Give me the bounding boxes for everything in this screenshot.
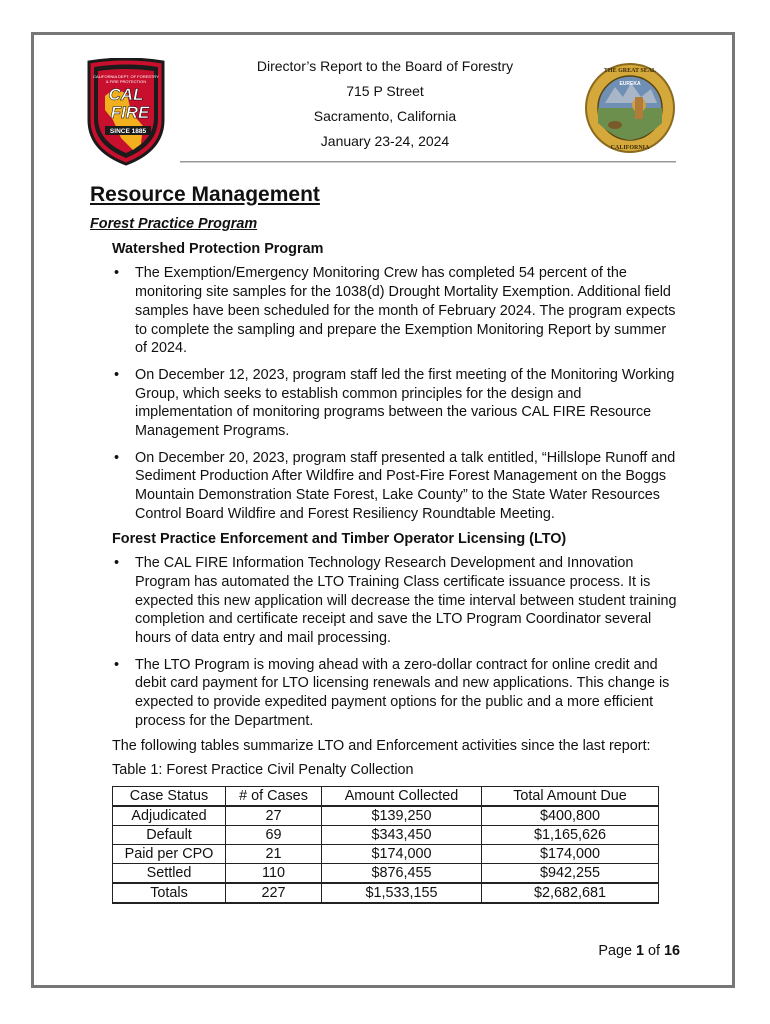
enforcement-heading: Forest Practice Enforcement and Timber Operator Licensing (LTO) [112,530,567,547]
header-divider [180,161,676,163]
table-cell: $876,455 [322,863,482,883]
page-number [560,943,680,959]
california-seal [585,63,675,153]
watershed-heading: Watershed Protection Program [112,240,324,257]
svg-text:CAL: CAL [108,85,144,104]
table-cell: 227 [226,883,322,903]
page-total: 16 [663,943,680,959]
table-cell: $400,800 [482,806,659,826]
svg-text:THE GREAT SEAL: THE GREAT SEAL [603,68,657,74]
list-item: • The CAL FIRE Information Technology Research Development and Innovation Program has automated the LTO Training Class certificate issuance process. It is expected this new application will decrease the time interval between student training completion and certificate receipt and save the LTO Program Coordinator several hours of data entry and mail processing. [135,554,680,648]
table-cell: 110 [226,863,322,883]
svg-text:CALIFORNIA DEPT. OF FORESTRY: CALIFORNIA DEPT. OF FORESTRY [93,74,159,79]
table-row [113,806,659,826]
table-cell: $1,533,155 [322,883,482,903]
header-title: Director’s Report to the Board of Forestry [256,58,514,74]
table-caption: Table 1: Forest Practice Civil Penalty Collection [112,762,414,779]
svg-text:CALIFORNIA: CALIFORNIA [610,145,650,151]
enforcement-list [90,554,680,730]
table-cell: Paid per CPO [113,844,226,863]
report-body [90,182,680,904]
table-cell: Default [113,825,226,844]
page-of: of [643,943,664,959]
report-header [180,54,590,154]
header-city: Sacramento, California [313,108,457,124]
table-cell: 27 [226,806,322,826]
list-item: • On December 20, 2023, program staff presented a talk entitled, “Hillslope Runoff and Sediment Production After Wildfire and Post-Fire Forest Management on the Boggs Mountain Demonstration State Forest, Lake County” to the State Water Resources Control Board Wildfire and Forest Resiliency Roundtable Meeting. [135,449,680,524]
section-title: Resource Management [90,183,320,206]
cal-fire-logo [85,58,167,166]
table-cell: $139,250 [322,806,482,826]
svg-text:FIRE: FIRE [110,103,150,122]
svg-text:SINCE 1885: SINCE 1885 [109,128,147,135]
svg-text:& FIRE PROTECTION: & FIRE PROTECTION [105,79,147,84]
column-header: Total Amount Due [482,786,659,806]
table-cell: Totals [113,883,226,903]
table-row [113,844,659,863]
table-cell: Settled [113,863,226,883]
summary-paragraph: The following tables summarize LTO and Enforcement activities since the last report: [112,737,651,754]
table-cell: 21 [226,844,322,863]
page-prefix: Page [598,943,636,959]
table-cell: Adjudicated [113,806,226,826]
table-cell: $2,682,681 [482,883,659,903]
table-totals-row [113,883,659,903]
list-item: • The Exemption/Emergency Monitoring Crew has completed 54 percent of the monitoring site samples for the 1038(d) Drought Mortality Exemption. Additional field samples have been scheduled for the month of February 2024. The program expects to complete the sampling and prepare the Exemption Monitoring Report by summer of 2024. [135,264,680,358]
column-header: Amount Collected [322,786,482,806]
table-cell: $174,000 [482,844,659,863]
table-cell: 69 [226,825,322,844]
column-header: # of Cases [226,786,322,806]
header-date: January 23-24, 2024 [320,133,450,149]
header-address: 715 P Street [346,83,424,99]
table-cell: $174,000 [322,844,482,863]
table-row [113,863,659,883]
table-cell: $1,165,626 [482,825,659,844]
table-header-row [113,786,659,806]
table-cell: $942,255 [482,863,659,883]
table-cell: $343,450 [322,825,482,844]
list-item: • On December 12, 2023, program staff led the first meeting of the Monitoring Working Group, which seeks to establish common principles for the design and implementation of monitoring programs between the various CAL FIRE Resource Management Programs. [135,366,680,441]
svg-text:EUREKA: EUREKA [619,81,641,87]
civil-penalty-table [112,786,659,904]
column-header: Case Status [113,786,226,806]
table-row [113,825,659,844]
list-item: • The LTO Program is moving ahead with a zero-dollar contract for online credit and debit card payment for LTO licensing renewals and new applications. This change is expected to provide expedited payment options for the public and a more efficient process for the Department. [135,656,680,731]
watershed-list [90,264,680,523]
page-current: 1 [635,943,644,959]
program-subtitle: Forest Practice Program [90,216,258,232]
